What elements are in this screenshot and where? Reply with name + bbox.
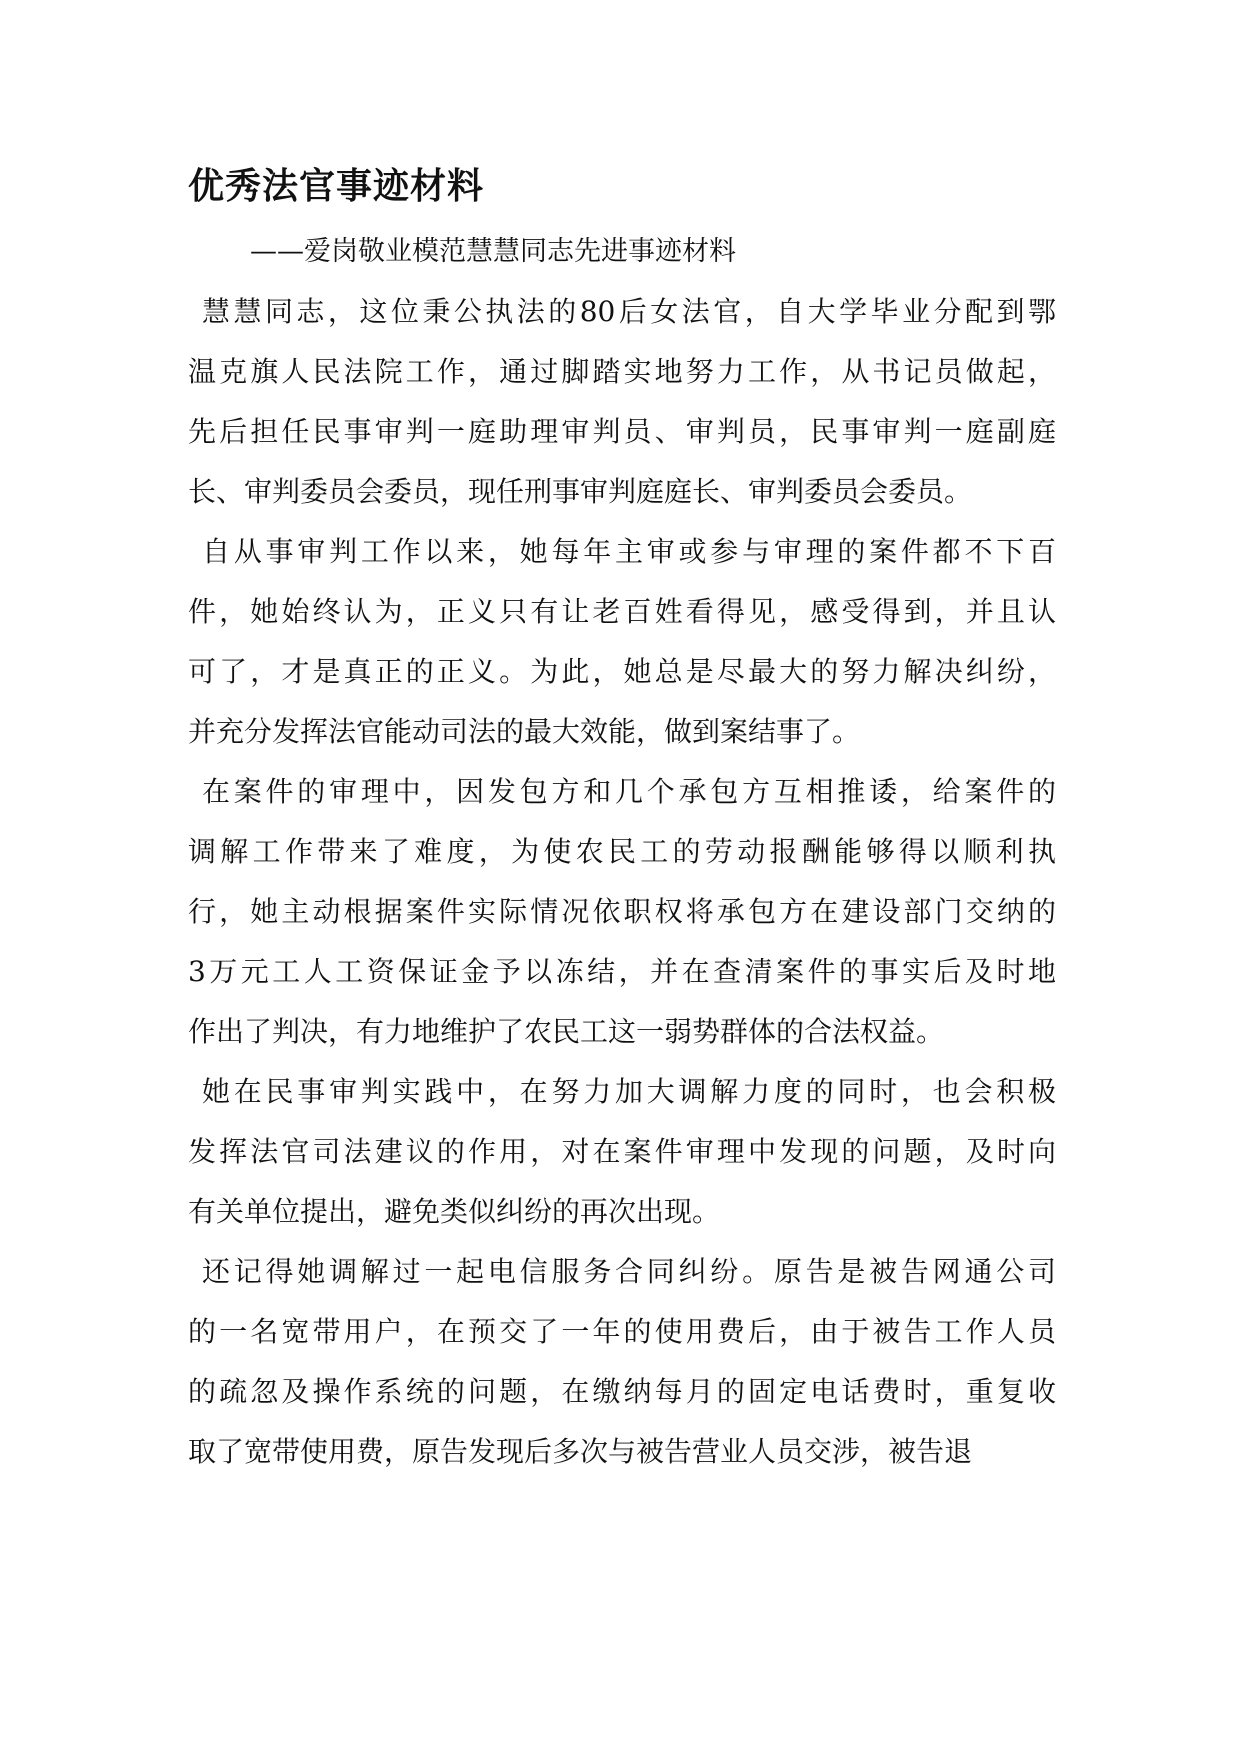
paragraph-list	[188, 282, 1056, 1482]
paragraph	[188, 282, 1056, 522]
text-line: 的疏忽及操作系统的问题，在缴纳每月的固定电话费时，重复收	[188, 1375, 1056, 1408]
text-line: 自从事审判工作以来，她每年主审或参与审理的案件都不下百	[202, 535, 1056, 568]
text-line: 她在民事审判实践中，在努力加大调解力度的同时，也会积极	[202, 1075, 1056, 1108]
text-line: 慧慧同志，这位秉公执法的80后女法官，自大学毕业分配到鄂	[202, 295, 1056, 328]
paragraph	[188, 762, 1056, 1062]
text-line: 行，她主动根据案件实际情况依职权将承包方在建设部门交纳的	[188, 895, 1056, 928]
text-line: 先后担任民事审判一庭助理审判员、审判员，民事审判一庭副庭	[188, 415, 1056, 448]
text-line: 的一名宽带用户，在预交了一年的使用费后，由于被告工作人员	[188, 1315, 1056, 1348]
text-line: 还记得她调解过一起电信服务合同纠纷。原告是被告网通公司	[202, 1255, 1056, 1288]
document-title: 优秀法官事迹材料	[188, 165, 485, 207]
text-line: 调解工作带来了难度，为使农民工的劳动报酬能够得以顺利执	[188, 835, 1056, 868]
text-line: 取了宽带使用费，原告发现后多次与被告营业人员交涉，被告退	[188, 1435, 973, 1468]
paragraph	[188, 1242, 1056, 1482]
text-line: 在案件的审理中，因发包方和几个承包方互相推诿，给案件的	[202, 775, 1056, 808]
text-line: 发挥法官司法建议的作用，对在案件审理中发现的问题，及时向	[188, 1135, 1056, 1168]
text-line: 3万元工人工资保证金予以冻结，并在查清案件的事实后及时地	[188, 955, 1056, 988]
text-line: 作出了判决，有力地维护了农民工这一弱势群体的合法权益。	[188, 1015, 945, 1048]
text-line: 件，她始终认为，正义只有让老百姓看得见，感受得到，并且认	[188, 595, 1056, 628]
paragraph	[188, 522, 1056, 762]
document-body	[188, 150, 1056, 1482]
text-line: 温克旗人民法院工作，通过脚踏实地努力工作，从书记员做起，	[188, 355, 1056, 388]
text-line: 可了，才是真正的正义。为此，她总是尽最大的努力解决纠纷，	[188, 655, 1056, 688]
text-line: 有关单位提出，避免类似纠纷的再次出现。	[188, 1195, 721, 1228]
paragraph	[188, 1062, 1056, 1242]
text-line: 长、审判委员会委员，现任刑事审判庭庭长、审判委员会委员。	[188, 475, 973, 508]
document-subtitle: ——爱岗敬业模范慧慧同志先进事迹材料	[250, 236, 736, 267]
text-line: 并充分发挥法官能动司法的最大效能，做到案结事了。	[188, 715, 861, 748]
